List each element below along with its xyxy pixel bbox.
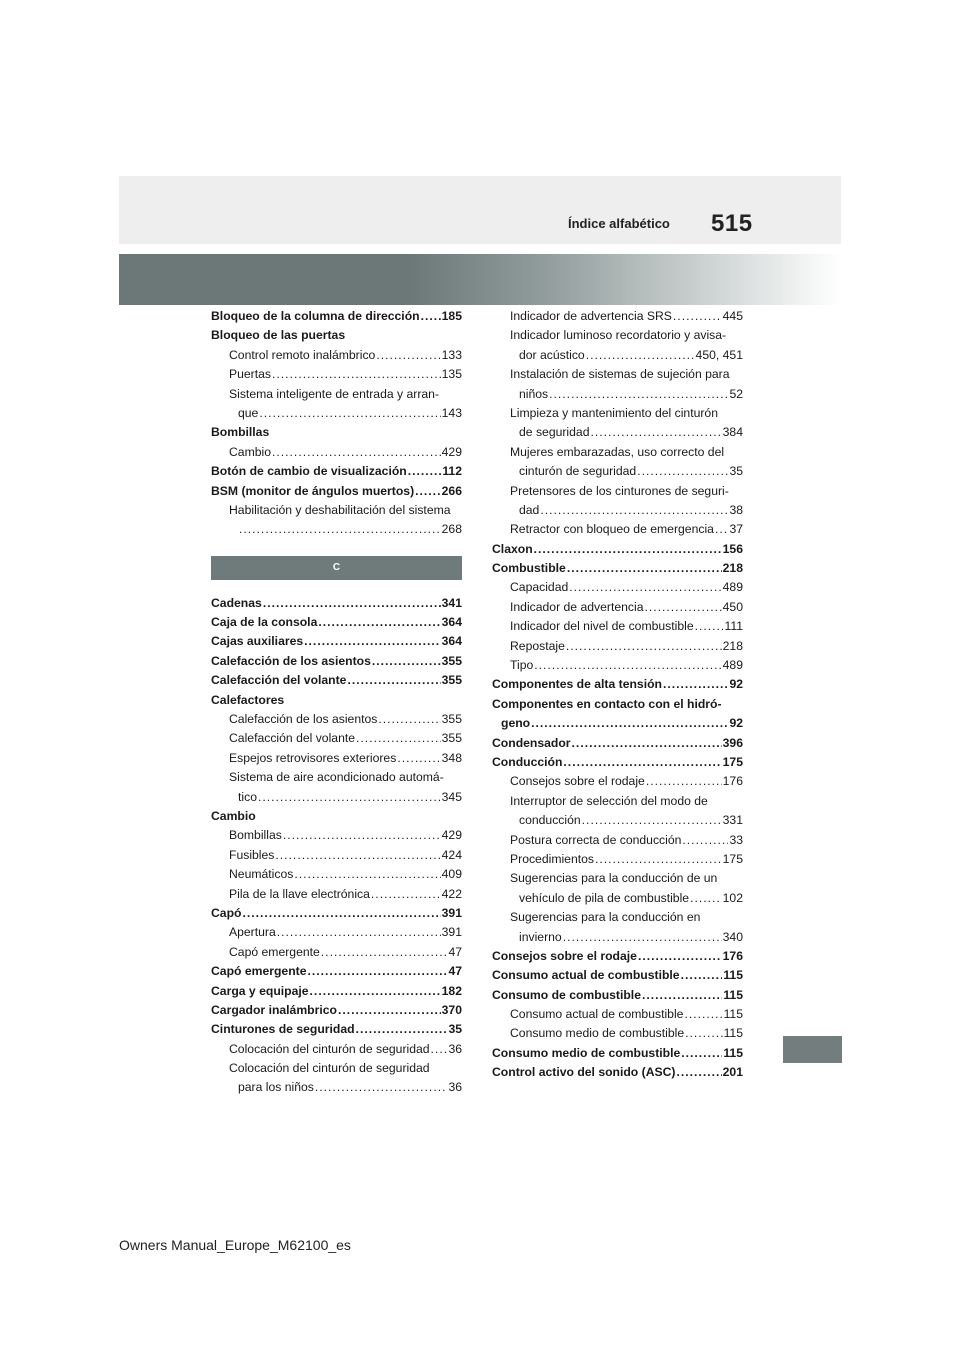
index-entry-page: 268 <box>441 522 462 537</box>
index-entry <box>211 385 462 404</box>
index-entry-page: 348 <box>441 750 462 765</box>
index-entry-term: Cajas auxiliares <box>211 634 304 649</box>
index-entry <box>211 749 462 768</box>
index-entry-term: Cambio <box>211 808 256 823</box>
index-entry <box>211 826 462 845</box>
index-column-right <box>492 307 743 1083</box>
index-entry-term: Capó <box>211 905 242 920</box>
index-entry-term: Consejos sobre el rodaje <box>492 948 637 963</box>
dot-leader <box>242 904 440 923</box>
dot-leader <box>272 443 441 462</box>
dot-leader <box>685 1024 722 1043</box>
index-entry-page: 115 <box>723 968 743 983</box>
index-entry-term: Habilitación y deshabilitación del sistema <box>229 502 451 517</box>
index-entry-term: Capacidad <box>510 580 569 595</box>
index-entry-page: 92 <box>729 677 743 692</box>
index-entry-page: 115 <box>723 1026 743 1041</box>
index-entry-term: Apertura <box>229 925 276 940</box>
index-entry-term: Indicador de advertencia <box>510 599 644 614</box>
index-entry-term: Bombillas <box>229 828 282 843</box>
index-entry <box>211 943 462 962</box>
index-entry <box>492 986 743 1005</box>
index-entry <box>492 1024 743 1043</box>
dot-leader <box>531 714 728 733</box>
index-entry-term: cinturón de seguridad <box>519 464 637 479</box>
index-entry-term: Instalación de sistemas de sujeción para <box>510 367 730 382</box>
index-entry <box>211 885 462 904</box>
index-entry-page: 185 <box>441 309 462 323</box>
dot-leader <box>586 346 695 365</box>
dot-leader <box>376 346 440 365</box>
index-entry-page: 176 <box>722 948 743 963</box>
index-entry <box>211 346 462 365</box>
index-entry-term: Sugerencias para la conducción de un <box>510 871 718 886</box>
index-entry-term: Componentes en contacto con el hidró- <box>492 696 722 711</box>
index-entry-page: 422 <box>441 886 462 901</box>
index-entry <box>211 652 462 671</box>
index-entry <box>211 962 462 981</box>
dot-leader <box>338 1001 441 1020</box>
dot-leader <box>534 656 721 675</box>
index-entry-term: Cinturones de seguridad <box>211 1022 355 1037</box>
dot-leader <box>347 671 440 690</box>
index-entry-term: vehículo de pila de combustible <box>519 890 690 905</box>
dot-leader <box>371 885 441 904</box>
index-entry <box>211 1059 462 1078</box>
index-entry-page: 175 <box>722 851 743 866</box>
index-entry <box>492 1044 743 1063</box>
index-entry-page: 92 <box>729 716 743 731</box>
index-entry-page: 135 <box>441 367 462 382</box>
dot-leader <box>644 598 721 617</box>
index-entry-page: 489 <box>722 658 743 673</box>
index-entry-page: 33 <box>729 832 743 847</box>
index-entry <box>492 598 743 617</box>
index-entry <box>211 846 462 865</box>
index-entry <box>211 520 462 539</box>
index-entry-term: Consejos sobre el rodaje <box>510 774 645 789</box>
index-entry <box>211 710 462 729</box>
index-entry <box>492 462 743 481</box>
index-entry-term: Capó emergente <box>211 964 307 979</box>
index-entry <box>492 966 743 985</box>
index-entry-term: Condensador <box>492 735 571 750</box>
index-entry <box>211 632 462 651</box>
index-entry <box>211 1040 462 1059</box>
dot-leader <box>638 947 722 966</box>
index-entry-page: 266 <box>441 483 462 498</box>
index-entry-term: Calefacción de los asientos <box>229 712 378 727</box>
index-entry-page: 115 <box>723 987 743 1002</box>
index-entry-term: Botón de cambio de visualización <box>211 464 407 479</box>
index-entry-term: Componentes de alta tensión <box>492 677 662 692</box>
index-entry-term: Control remoto inalámbrico <box>229 347 376 362</box>
index-entry-term: Indicador luminoso recordatorio y avisa- <box>510 328 727 343</box>
index-entry <box>492 482 743 501</box>
index-entry-page: 370 <box>441 1002 462 1017</box>
index-entry-page: 355 <box>441 673 462 688</box>
index-entry <box>211 462 462 481</box>
index-entry <box>211 326 462 345</box>
index-entry <box>211 923 462 942</box>
index-entry-page: 143 <box>441 405 462 420</box>
dot-leader <box>431 1040 448 1059</box>
index-entry <box>211 501 462 520</box>
index-entry-page: 36 <box>448 1041 462 1056</box>
index-entry-term: Retractor con bloqueo de emergencia <box>510 522 714 537</box>
index-entry-page: 218 <box>722 638 743 653</box>
dot-leader <box>572 734 722 753</box>
index-entry <box>211 404 462 423</box>
index-entry <box>211 594 462 613</box>
dot-leader <box>684 1005 722 1024</box>
index-entry <box>492 792 743 811</box>
index-entry <box>492 501 743 520</box>
index-entry-term: dad <box>519 502 540 517</box>
index-entry-page: 384 <box>722 425 743 440</box>
index-entry <box>492 637 743 656</box>
index-entry-term: Indicador de advertencia SRS <box>510 309 672 323</box>
index-entry-page: 429 <box>441 444 462 459</box>
index-entry <box>211 443 462 462</box>
index-entry-term: que <box>238 405 259 420</box>
dot-leader <box>682 831 728 850</box>
dot-leader <box>681 1044 722 1063</box>
index-entry-term: Procedimientos <box>510 851 594 866</box>
index-entry <box>211 788 462 807</box>
dot-leader <box>569 578 721 597</box>
index-entry-term: Repostaje <box>510 638 565 653</box>
index-entry-page: 355 <box>441 712 462 727</box>
index-entry-page: 156 <box>722 541 743 556</box>
index-entry <box>492 443 743 462</box>
chapter-band <box>119 254 841 305</box>
index-entry <box>492 326 743 345</box>
dot-leader <box>408 462 442 481</box>
index-entry-term: conducción <box>519 813 581 828</box>
dot-leader <box>283 826 441 845</box>
dot-leader <box>318 613 440 632</box>
index-entry-term: Cambio <box>229 444 271 459</box>
dot-leader <box>690 889 722 908</box>
index-entry <box>492 869 743 888</box>
index-entry-term: Caja de la consola <box>211 615 318 630</box>
index-entry <box>211 1078 462 1097</box>
index-entry-page: 47 <box>448 964 462 979</box>
dot-leader <box>595 850 722 869</box>
dot-leader <box>673 307 722 326</box>
dot-leader <box>540 501 728 520</box>
dot-leader <box>566 637 722 656</box>
dot-leader <box>695 617 724 636</box>
index-entry-page: 36 <box>448 1080 462 1095</box>
index-entry <box>492 675 743 694</box>
index-entry-page: 201 <box>722 1065 743 1080</box>
index-entry <box>492 714 743 733</box>
index-entry <box>211 729 462 748</box>
index-entry-page: 35 <box>448 1022 462 1037</box>
index-entry <box>211 613 462 632</box>
dot-leader <box>321 943 448 962</box>
index-entry <box>492 385 743 404</box>
index-entry-term: Sistema inteligente de entrada y arran- <box>229 386 440 401</box>
index-entry-term: Consumo medio de combustible <box>492 1045 681 1060</box>
index-entry-page: 445 <box>722 309 743 323</box>
index-entry-term: Bloqueo de la columna de dirección <box>211 309 420 323</box>
index-entry <box>492 520 743 539</box>
index-entry-page: 450, 451 <box>695 347 743 362</box>
index-entry-term: Neumáticos <box>229 867 294 882</box>
index-entry-term: Consumo medio de combustible <box>510 1026 685 1041</box>
index-entry-page: 424 <box>441 847 462 862</box>
page-number: 515 <box>711 210 753 237</box>
index-entry-term: Calefacción del volante <box>211 673 347 688</box>
index-group-b <box>211 307 462 540</box>
index-entry-term: BSM (monitor de ángulos muertos) <box>211 483 415 498</box>
index-entry-term: Limpieza y mantenimiento del cinturón <box>510 405 718 420</box>
index-entry-term: niños <box>519 386 549 401</box>
index-entry <box>492 889 743 908</box>
index-entry-page: 133 <box>441 347 462 362</box>
index-entry-term: Bombillas <box>211 425 270 440</box>
index-entry-term: Control activo del sonido (ASC) <box>492 1065 676 1080</box>
dot-leader <box>259 404 440 423</box>
index-entry <box>211 768 462 787</box>
index-entry-term: tico <box>238 789 257 804</box>
dot-leader <box>663 675 728 694</box>
index-entry-term: Fusibles <box>229 847 275 862</box>
index-entry <box>211 904 462 923</box>
index-entry-term: Conducción <box>492 754 563 769</box>
index-entry-term: de seguridad <box>519 425 590 440</box>
index-entry-term: Calefactores <box>211 692 285 707</box>
dot-leader <box>646 772 722 791</box>
index-entry <box>211 691 462 710</box>
index-entry-term: Cadenas <box>211 595 262 610</box>
index-entry-page: 450 <box>722 599 743 614</box>
index-entry-term: Claxon <box>492 541 533 556</box>
index-entry-page: 218 <box>722 561 743 576</box>
index-entry <box>492 1063 743 1082</box>
index-entry-page: 52 <box>729 386 743 401</box>
dot-leader <box>275 846 440 865</box>
dot-leader <box>294 865 440 884</box>
index-entry-page: 102 <box>722 890 743 905</box>
dot-leader <box>421 307 441 326</box>
index-entry-term: Consumo actual de combustible <box>492 968 680 983</box>
index-entry <box>492 831 743 850</box>
index-group-c <box>211 594 462 1098</box>
index-entry-page: 429 <box>441 828 462 843</box>
index-entry-page: 391 <box>441 925 462 940</box>
dot-leader <box>677 1063 722 1082</box>
dot-leader <box>681 966 723 985</box>
index-entry-page: 331 <box>722 813 743 828</box>
index-entry <box>492 772 743 791</box>
index-entry <box>211 482 462 501</box>
dot-leader <box>567 559 722 578</box>
index-entry <box>211 1020 462 1039</box>
index-entry-page: 115 <box>723 1007 743 1022</box>
index-entry <box>492 947 743 966</box>
footer-document-id: Owners Manual_Europe_M62100_es <box>119 1237 351 1253</box>
index-entry <box>492 908 743 927</box>
dot-leader <box>590 423 721 442</box>
index-entry <box>211 982 462 1001</box>
dot-leader <box>563 753 721 772</box>
index-entry-term: Calefacción de los asientos <box>211 653 371 668</box>
section-letter-band: C <box>211 556 462 580</box>
index-entry-page: 37 <box>729 522 743 537</box>
index-entry-page: 38 <box>729 502 743 517</box>
index-entry-page: 489 <box>722 580 743 595</box>
index-entry <box>211 423 462 442</box>
index-group-c-continued <box>492 307 743 1083</box>
index-entry <box>492 365 743 384</box>
index-entry <box>492 578 743 597</box>
chapter-side-tab <box>783 1036 842 1063</box>
dot-leader <box>315 1078 448 1097</box>
index-entry-term: Tipo <box>510 658 534 673</box>
index-entry <box>211 807 462 826</box>
index-entry <box>492 656 743 675</box>
index-entry-page: 115 <box>723 1045 743 1060</box>
dot-leader <box>534 540 722 559</box>
index-entry-term: Sistema de aire acondicionado automá- <box>229 770 444 785</box>
index-entry-page: 341 <box>441 595 462 610</box>
index-entry-term: Calefacción del volante <box>229 731 356 746</box>
dot-leader <box>372 652 441 671</box>
index-entry <box>492 753 743 772</box>
index-entry-term: Combustible <box>492 561 566 576</box>
dot-leader <box>415 482 441 501</box>
index-entry <box>492 559 743 578</box>
index-entry-term: Sugerencias para la conducción en <box>510 910 701 925</box>
index-entry <box>211 671 462 690</box>
index-entry-term: Pila de la llave electrónica <box>229 886 370 901</box>
index-entry <box>492 404 743 423</box>
index-entry <box>211 365 462 384</box>
dot-leader <box>272 365 441 384</box>
dot-leader <box>715 520 729 539</box>
index-entry-term: Pretensores de los cinturones de seguri- <box>510 483 729 498</box>
dot-leader <box>263 594 441 613</box>
dot-leader <box>308 962 448 981</box>
index-entry-term: Mujeres embarazadas, uso correcto del <box>510 444 725 459</box>
index-entry-page: 355 <box>441 731 462 746</box>
index-entry <box>211 1001 462 1020</box>
index-entry-term: Consumo actual de combustible <box>510 1007 684 1022</box>
dot-leader <box>549 385 728 404</box>
index-entry-term: dor acústico <box>519 347 585 362</box>
index-entry-term: para los niños <box>238 1080 314 1095</box>
index-entry-page: 355 <box>441 653 462 668</box>
dot-leader <box>304 632 441 651</box>
index-entry-page: 112 <box>442 464 462 479</box>
index-entry-page: 182 <box>441 983 462 998</box>
index-entry <box>492 811 743 830</box>
index-entry <box>492 423 743 442</box>
index-entry-term: Postura correcta de conducción <box>510 832 682 847</box>
dot-leader <box>637 462 728 481</box>
index-entry-term: Capó emergente <box>229 944 320 959</box>
index-entry <box>492 307 743 326</box>
index-entry <box>492 540 743 559</box>
index-entry-term: Cargador inalámbrico <box>211 1002 337 1017</box>
index-entry-page: 396 <box>722 735 743 750</box>
index-entry-page: 111 <box>724 619 743 634</box>
index-entry-page: 35 <box>729 464 743 479</box>
index-entry <box>492 850 743 869</box>
dot-leader <box>356 1020 448 1039</box>
dot-leader <box>239 520 441 539</box>
dot-leader <box>582 811 722 830</box>
index-entry <box>211 307 462 326</box>
index-entry-page: 364 <box>441 615 462 630</box>
index-entry <box>492 346 743 365</box>
index-entry-term: Colocación del cinturón de seguridad <box>229 1041 430 1056</box>
index-entry <box>211 865 462 884</box>
index-entry-term: Colocación del cinturón de seguridad <box>229 1061 430 1076</box>
index-entry-page: 409 <box>441 867 462 882</box>
index-entry-term: invierno <box>519 929 562 944</box>
index-entry-term: Puertas <box>229 367 272 382</box>
dot-leader <box>397 749 440 768</box>
index-entry-term: Interruptor de selección del modo de <box>510 793 708 808</box>
dot-leader <box>310 982 441 1001</box>
index-entry-page: 175 <box>722 754 743 769</box>
index-entry-term: Espejos retrovisores exteriores <box>229 750 397 765</box>
index-entry-term: Carga y equipaje <box>211 983 309 998</box>
dot-leader <box>277 923 441 942</box>
index-entry-page: 391 <box>441 905 462 920</box>
index-entry-page: 47 <box>448 944 462 959</box>
dot-leader <box>563 928 722 947</box>
index-entry-page: 340 <box>722 929 743 944</box>
index-entry <box>492 1005 743 1024</box>
dot-leader <box>642 986 722 1005</box>
index-entry-term: Bloqueo de las puertas <box>211 328 346 343</box>
index-entry-term: Consumo de combustible <box>492 987 641 1002</box>
index-entry <box>492 695 743 714</box>
dot-leader <box>258 788 441 807</box>
section-title: Índice alfabético <box>568 216 670 231</box>
index-entry <box>492 617 743 636</box>
index-entry-term: Indicador del nivel de combustible <box>510 619 694 634</box>
index-entry <box>492 928 743 947</box>
index-entry <box>492 734 743 753</box>
index-column-left <box>211 307 462 1098</box>
index-entry-page: 176 <box>722 774 743 789</box>
index-entry-term: geno <box>501 716 531 731</box>
index-entry-page: 364 <box>441 634 462 649</box>
dot-leader <box>356 729 441 748</box>
dot-leader <box>378 710 440 729</box>
index-entry-page: 345 <box>441 789 462 804</box>
